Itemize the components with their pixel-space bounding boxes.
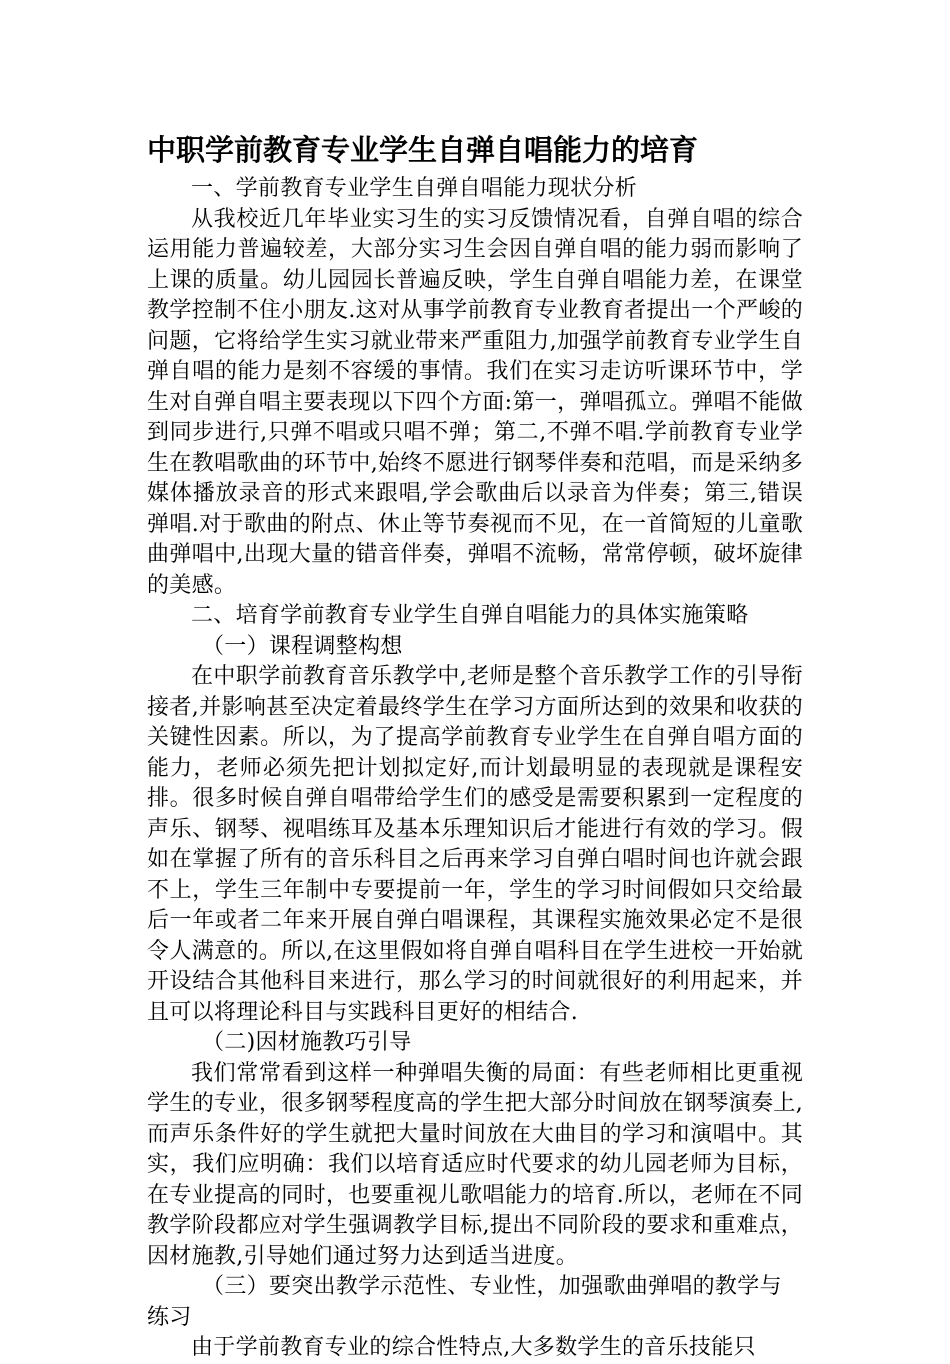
subsection-heading-1: （一）课程调整构想: [202, 633, 403, 659]
document-title: 中职学前教育专业学生自弹自唱能力的培育: [147, 133, 699, 167]
subsection-3-paragraph: 由于学前教育专业的综合性特点,大多数学生的音乐技能只: [191, 1335, 756, 1360]
subsection-heading-2: （二)因材施教巧引导: [202, 1030, 412, 1055]
subsection-heading-3: （三）要突出教学示范性、专业性，加强歌曲弹唱的教学与练习: [147, 1274, 782, 1330]
subsection-2-paragraph: 我们常常看到这样一种弹唱失衡的局面：有些老师相比更重视学生的专业，很多钢琴程度高的学生把大部分时间放在钢琴演奏上,而声乐条件好的学生就把大量时间放在大曲目的学习和演唱中。其实，我们应明确：我们以培育适应时代要求的幼儿园老师为目标，在专业提高的同时，也要重视儿歌唱能力的培育.所以，老师在不同教学阶段都应对学生强调教学目标,提出不同阶段的要求和重难点，因材施教,引导她们通过努力达到适当进度。: [147, 1060, 803, 1269]
document-body: [147, 130, 803, 1364]
section-heading-1: 一、学前教育专业学生自弹自唱能力现状分析: [191, 176, 638, 201]
subsection-1-paragraph: 在中职学前教育音乐教学中,老师是整个音乐教学工作的引导衔接者,并影响甚至决定着最终学生在学习方面所达到的效果和收获的关键性因素。所以，为了提高学前教育专业学生在自弹自唱方面的能力，老师必须先把计划拟定好,而计划最明显的表现就是课程安排。很多时候自弹自唱带给学生们的感受是需要积累到一定程度的声乐、钢琴、视唱练耳及基本乐理知识后才能进行有效的学习。假如在掌握了所有的音乐科目之后再来学习自弹白唱时间也许就会跟不上，学生三年制中专要提前一年，学生的学习时间假如只交给最后一年或者二年来开展自弹白唱课程，其课程实施效果必定不是很令人满意的。所以,在这里假如将自弹自唱科目在学生进校一开始就开设结合其他科目来进行，那么学习的时间就很好的利用起来，并且可以将理论科目与实践科目更好的相结合.: [147, 664, 803, 1025]
section-heading-2: 二、培育学前教育专业学生自弹自唱能力的具体实施策略: [191, 603, 749, 628]
section-1-paragraph: 从我校近几年毕业实习生的实习反馈情况看，自弹自唱的综合运用能力普遍较差，大部分实习生会因自弹自唱的能力弱而影响了上课的质量。幼儿园园长普遍反映，学生自弹自唱能力差，在课堂教学控制不住小朋友.这对从事学前教育专业教育者提出一个严峻的问题，它将给学生实习就业带来严重阻力,加强学前教育专业学生自弹自唱的能力是刻不容缓的事情。我们在实习走访听课环节中，学生对自弹自唱主要表现以下四个方面:第一，弹唱孤立。弹唱不能做到同步进行,只弹不唱或只唱不弹；第二,不弹不唱.学前教育专业学生在教唱歌曲的环节中,始终不愿进行钢琴伴奏和范唱，而是采纳多媒体播放录音的形式来跟唱,学会歌曲后以录音为伴奏；第三,错误弹唱.对于歌曲的附点、休止等节奏视而不见，在一首简短的儿童歌曲弹唱中,出现大量的错音伴奏，弹唱不流畅，常常停顿，破坏旋律的美感。: [147, 206, 803, 598]
